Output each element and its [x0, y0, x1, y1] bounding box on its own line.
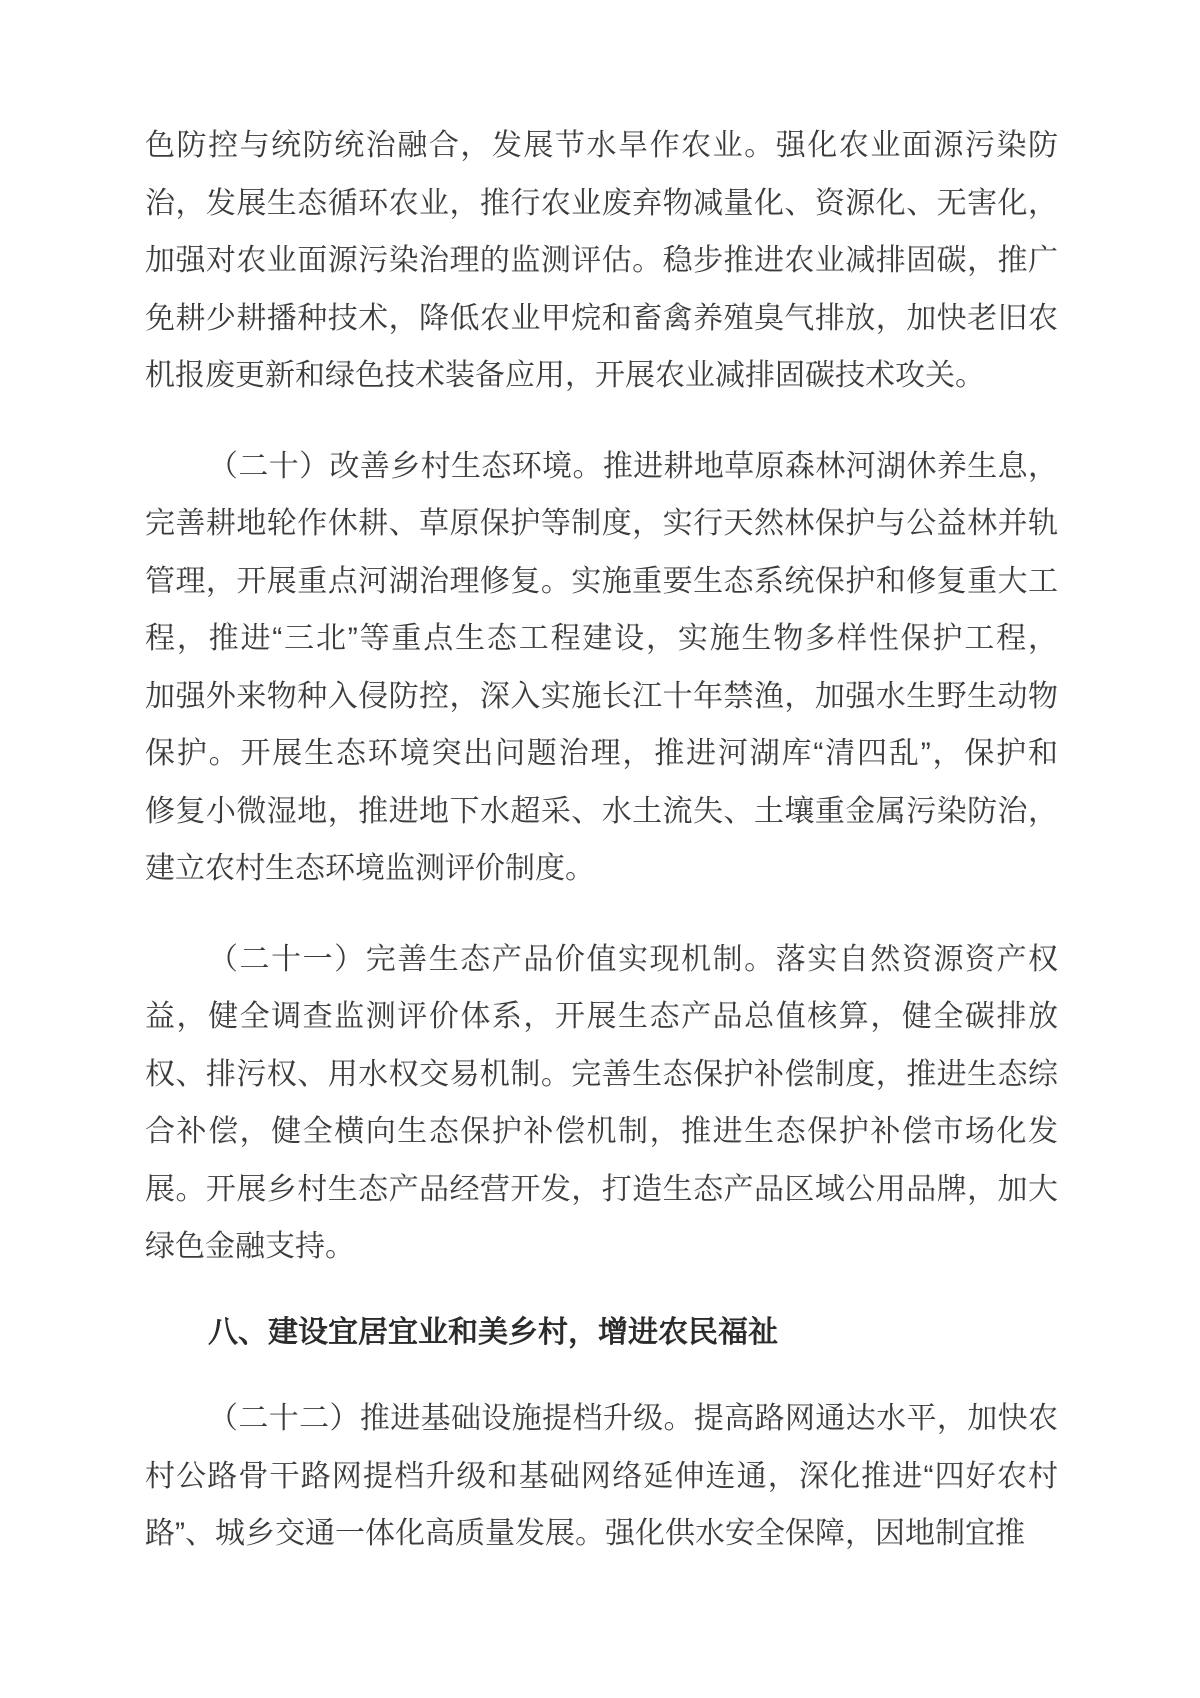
text-line: 色防控与统防统治融合，发展节水旱作农业。强化农业面源污染防 [145, 129, 1058, 162]
body-paragraph [145, 931, 1058, 1276]
text-line: 治，发展生态循环农业，推行农业废弃物减量化、资源化、无害化， [145, 186, 1058, 220]
section-heading [145, 1304, 1058, 1362]
text-line: 路”、城乡交通一体化高质量发展。强化供水安全保障，因地制宜推 [145, 1517, 1025, 1550]
body-paragraph [145, 438, 1058, 898]
document-content [145, 117, 1058, 1563]
text-line: 免耕少耕播种技术，降低农业甲烷和畜禽养殖臭气排放，加快老旧农 [145, 301, 1058, 335]
text-line: 合补偿，健全横向生态保护补偿机制，推进生态保护补偿市场化发 [145, 1115, 1058, 1148]
text-line: （二十一）完善生态产品价值实现机制。落实自然资源资产权 [208, 942, 1058, 976]
text-line: 机报废更新和绿色技术装备应用，开展农业减排固碳技术攻关。 [145, 359, 985, 392]
text-line: 管理，开展重点河湖治理修复。实施重要生态系统保护和修复重大工 [145, 564, 1058, 598]
body-paragraph [145, 1390, 1058, 1563]
text-line: 权、排污权、用水权交易机制。完善生态保护补偿制度，推进生态综 [145, 1057, 1058, 1091]
text-line: 展。开展乡村生态产品经营开发，打造生态产品区域公用品牌，加大 [145, 1172, 1058, 1206]
body-paragraph [145, 117, 1058, 405]
text-line: 建立农村生态环境监测评价制度。 [145, 852, 595, 885]
text-line: （二十）改善乡村生态环境。推进耕地草原森林河湖休养生息， [208, 449, 1058, 483]
text-line: 加强外来物种入侵防控，深入实施长江十年禁渔，加强水生野生动物 [145, 679, 1058, 713]
heading-line: 八、建设宜居宜业和美乡村，增进农民福祉 [208, 1315, 778, 1349]
text-line: 完善耕地轮作休耕、草原保护等制度，实行天然林保护与公益林并轨 [145, 507, 1058, 540]
text-line: 保护。开展生态环境突出问题治理，推进河湖库“清四乱”，保护和 [145, 737, 1058, 770]
text-line: 程，推进“三北”等重点生态工程建设，实施生物多样性保护工程， [145, 622, 1058, 655]
text-line: 绿色金融支持。 [145, 1230, 355, 1263]
text-line: 修复小微湿地，推进地下水超采、水土流失、土壤重金属污染防治， [145, 794, 1058, 828]
text-line: 加强对农业面源污染治理的监测评估。稳步推进农业减排固碳，推广 [145, 244, 1058, 277]
text-line: 益，健全调查监测评价体系，开展生态产品总值核算，健全碳排放 [145, 1000, 1058, 1033]
text-line: （二十二）推进基础设施提档升级。提高路网通达水平，加快农 [208, 1402, 1058, 1435]
text-line: 村公路骨干路网提档升级和基础网络延伸连通，深化推进“四好农村 [145, 1459, 1058, 1493]
